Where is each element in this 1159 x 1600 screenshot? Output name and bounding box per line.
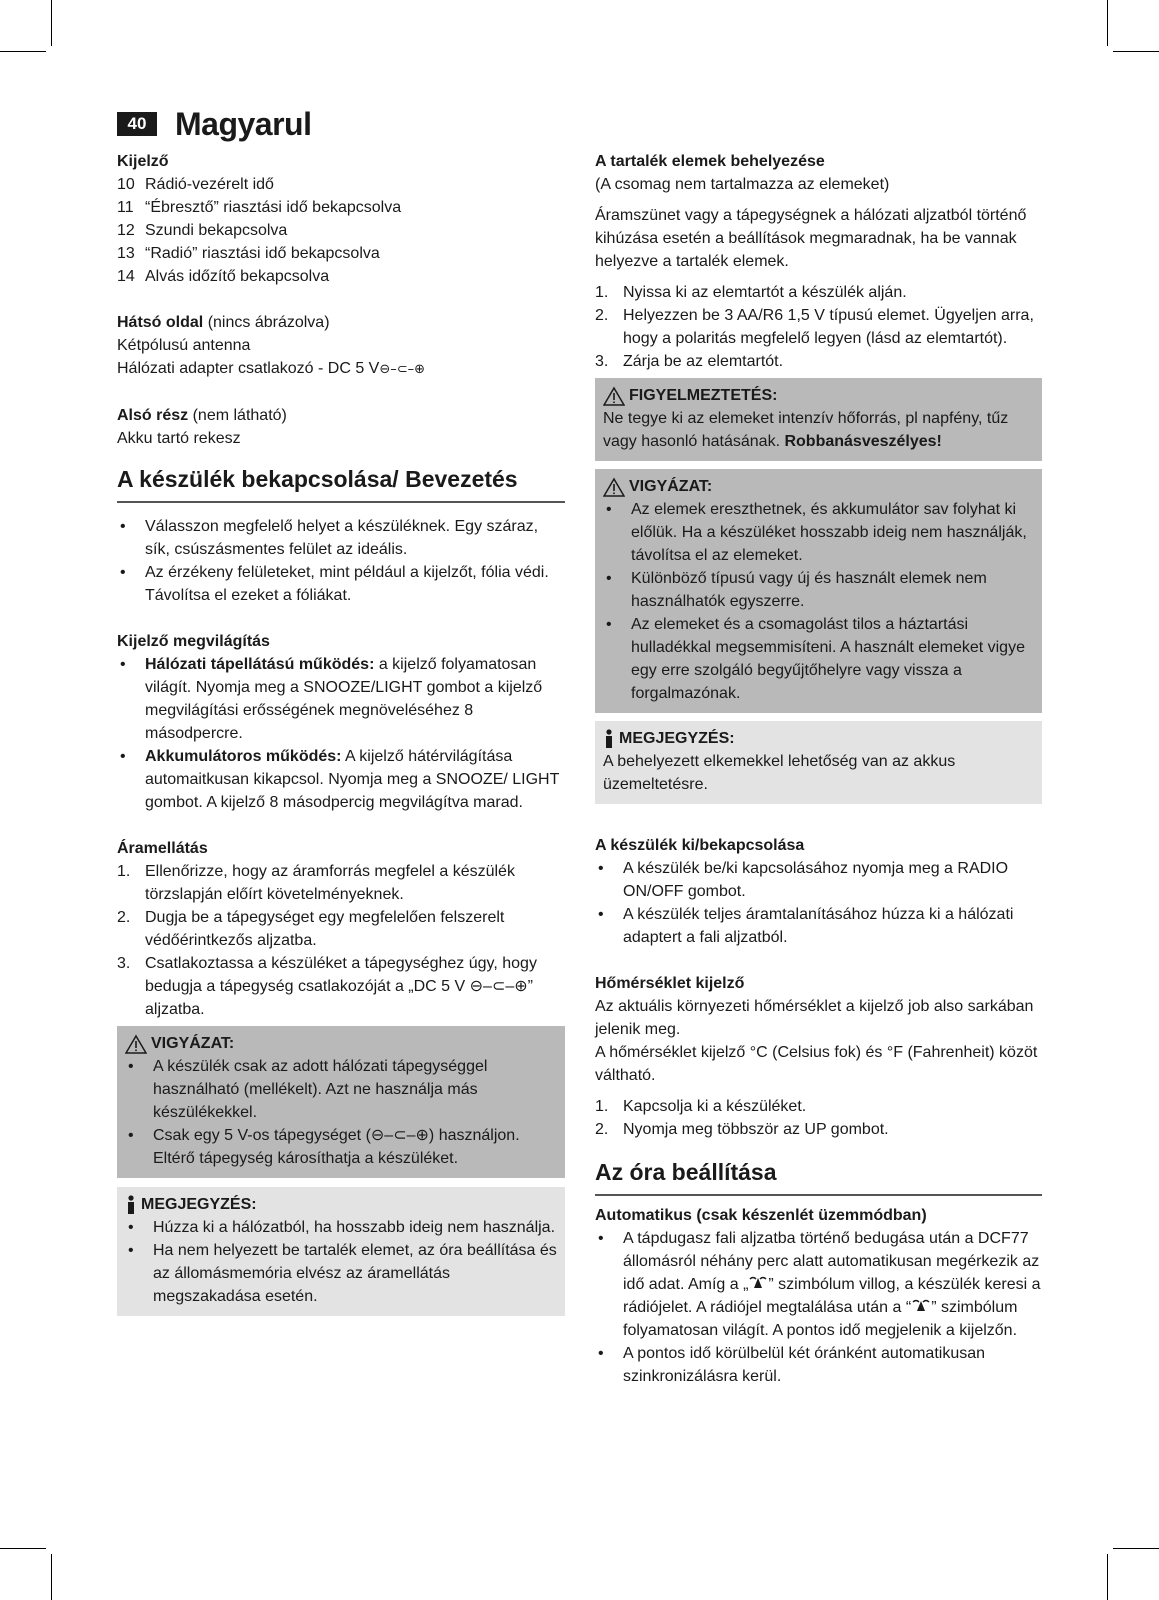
temp-line1: Az aktuális környezeti hőmérséklet a kijelző job also sarkában jelenik meg. bbox=[595, 998, 1034, 1038]
backup-intro: Áramszünet vagy a tápegységnek a hálózati aljzatból történő kihúzása esetén a beállítások megmaradnak, ha be vannak helyezve a tartalék elemek. bbox=[595, 207, 1027, 270]
caution-title: VIGYÁZAT: bbox=[629, 478, 713, 495]
warning-title: FIGYELMEZTETÉS: bbox=[629, 387, 778, 404]
bottom-battery: Akku tartó rekesz bbox=[117, 430, 241, 447]
list-item: • Húzza ki a hálózatból, ha hosszabb ideig nem használja. bbox=[125, 1216, 557, 1239]
display-list bbox=[117, 173, 565, 288]
warning-bold: Robbanásveszélyes! bbox=[784, 433, 942, 450]
list-item: 1. Ellenőrizze, hogy az áramforrás megfelel a készülék törzslapján előírt követelményeknek. bbox=[117, 863, 515, 903]
crop-mark bbox=[0, 51, 46, 52]
crop-mark bbox=[51, 0, 52, 46]
note-text: A behelyezett elkemekkel lehetőség van az akkus üzemeltetésre. bbox=[603, 753, 956, 793]
list-item: • Az érzékeny felületeket, mint például a kijelzőt, fólia védi. Távolítsa el ezeket a fóliákat. bbox=[117, 561, 565, 607]
list-item: 3. Zárja be az elemtartót. bbox=[595, 353, 784, 370]
radio-signal-icon bbox=[748, 1275, 768, 1289]
caution-title: VIGYÁZAT: bbox=[151, 1035, 235, 1052]
info-icon bbox=[603, 729, 615, 749]
list-item: 1. Nyissa ki az elemtartót a készülék alján. bbox=[595, 284, 907, 301]
warning-text: Ne tegye ki az elemeket intenzív hőforrás, pl napfény, tűz vagy hasonló hatásának. bbox=[603, 410, 1009, 450]
crop-mark bbox=[51, 1554, 52, 1600]
crop-mark bbox=[1107, 0, 1108, 46]
crop-mark bbox=[1107, 1554, 1108, 1600]
clock-subheading: Automatikus (csak készenlét üzemmódban) bbox=[595, 1207, 927, 1224]
polarity-symbol: ⊖–⊂–⊕ bbox=[379, 362, 426, 377]
page-number: 40 bbox=[117, 112, 157, 136]
backup-heading: A tartalék elemek behelyezése bbox=[595, 153, 825, 170]
list-item: • Az elemeket és a csomagolást tilos a háztartási hulladékkal megsemmisíteni. A használt elemeket vigye egy erre szolgáló begyűjtőhelyre vagy vissza a forgalmazónak. bbox=[603, 613, 1034, 705]
list-item: • Hálózati tápellátású működés: a kijelző folyamatosan világít. Nyomja meg a SNOOZE/LIGHT gombot a kijelző megvilágítási erősségének megnöveléséhez 8 másodpercre. bbox=[117, 653, 565, 745]
page-title: Magyarul bbox=[175, 105, 312, 142]
warning-triangle-icon bbox=[603, 477, 625, 497]
warning-box bbox=[595, 378, 1042, 461]
onoff-list bbox=[595, 857, 1042, 949]
list-item: 2. Nyomja meg többször az UP gombot. bbox=[595, 1121, 889, 1138]
note-box bbox=[117, 1187, 565, 1316]
info-icon bbox=[125, 1195, 137, 1215]
back-heading: Hátsó oldal (nincs ábrázolva) bbox=[117, 314, 330, 331]
crop-mark bbox=[1113, 51, 1159, 52]
note-title: MEGJEGYZÉS: bbox=[141, 1196, 257, 1213]
list-item: • A tápdugasz fali aljzatba történő bedugása után a DCF77 állomásról néhány perc alatt automatikusan megérkezik az idő adat. Amíg a „ ” szimbólum villog, a készülék keresi a rádiójelet. A rádiójel megtalálása után a “ ” szimbólum folyamatosan világít. A pontos idő megjelenik a kijelzőn. bbox=[595, 1227, 1042, 1342]
list-item: 2. Helyezzen be 3 AA/R6 1,5 V típusú elemet. Ügyeljen arra, hogy a polaritás megfelelő legyen (lásd az elemtartót). bbox=[595, 307, 1034, 347]
caution-box bbox=[117, 1026, 565, 1178]
startup-list bbox=[117, 515, 565, 607]
back-adapter: Hálózati adapter csatlakozó - DC 5 V⊖–⊂–⊕ bbox=[117, 360, 426, 377]
bottom-heading: Alsó rész (nem látható) bbox=[117, 407, 287, 424]
backlight-heading: Kijelző megvilágítás bbox=[117, 633, 270, 650]
temp-heading: Hőmérséklet kijelző bbox=[595, 975, 745, 992]
backup-subnote: (A csomag nem tartalmazza az elemeket) bbox=[595, 176, 890, 193]
list-item: • Ha nem helyezett be tartalék elemet, az óra beállítása és az állomásmemória elvész az áramellátás megszakadása esetén. bbox=[125, 1239, 557, 1308]
list-item: • Különböző típusú vagy új és használt elemek nem használhatók egyszerre. bbox=[603, 567, 1034, 613]
list-item: 2. Dugja be a tápegységet egy megfelelően felszerelt védőérintkezős aljzatba. bbox=[117, 909, 505, 949]
back-antenna: Kétpólusú antenna bbox=[117, 337, 251, 354]
list-item: 1. Kapcsolja ki a készüléket. bbox=[595, 1098, 807, 1115]
page-header bbox=[117, 104, 311, 144]
onoff-heading: A készülék ki/bekapcsolása bbox=[595, 837, 805, 854]
list-item: • A készülék csak az adott hálózati tápegységgel használható (mellékelt). Azt ne használja más készülékekkel. bbox=[125, 1055, 557, 1124]
temp-line2: A hőmérséklet kijelző °C (Celsius fok) és °F (Fahrenheit) közöt váltható. bbox=[595, 1044, 1038, 1084]
backup-steps bbox=[595, 281, 1042, 373]
list-item: 12 Szundi bekapcsolva bbox=[117, 222, 288, 239]
right-column bbox=[595, 150, 1042, 1388]
list-item: • A pontos idő körülbelül két óránként automatikusan szinkronizálásra kerül. bbox=[595, 1342, 1042, 1388]
crop-mark bbox=[0, 1548, 46, 1549]
warning-triangle-icon bbox=[603, 386, 625, 406]
startup-heading: A készülék bekapcsolása/ Bevezetés bbox=[117, 464, 565, 503]
list-item: • Csak egy 5 V-os tápegységet (⊖–⊂–⊕) használjon. Eltérő tápegység károsíthatja a készüléket. bbox=[125, 1124, 557, 1170]
clock-list bbox=[595, 1227, 1042, 1388]
crop-mark bbox=[1113, 1548, 1159, 1549]
clock-heading: Az óra beállítása bbox=[595, 1157, 1042, 1196]
caution-box bbox=[595, 469, 1042, 713]
note-title: MEGJEGYZÉS: bbox=[619, 730, 735, 747]
list-item: • Az elemek ereszthetnek, és akkumulátor sav folyhat ki előlük. Ha a készüléket hosszabb ideig nem használják, távolítsa el az elemeket. bbox=[603, 498, 1034, 567]
list-item: • A készülék be/ki kapcsolásához nyomja meg a RADIO ON/OFF gombot. bbox=[595, 857, 1042, 903]
left-column bbox=[117, 150, 565, 1316]
list-item: 11 “Ébresztő” riasztási idő bekapcsolva bbox=[117, 199, 402, 216]
power-steps bbox=[117, 860, 565, 1021]
backlight-list bbox=[117, 653, 565, 814]
display-heading: Kijelző bbox=[117, 153, 169, 170]
note-box bbox=[595, 721, 1042, 804]
list-item: 14 Alvás időzítő bekapcsolva bbox=[117, 268, 330, 285]
warning-triangle-icon bbox=[125, 1034, 147, 1054]
list-item: • Akkumulátoros működés: A kijelző hátérvilágítása automaitkusan kikapcsol. Nyomja meg a SNOOZE/ LIGHT gombot. A kijelző 8 másodpercig megvilágítva marad. bbox=[117, 745, 565, 814]
list-item: 13 “Radió” riasztási idő bekapcsolva bbox=[117, 245, 380, 262]
power-heading: Áramellátás bbox=[117, 840, 208, 857]
list-item: 10 Rádió-vezérelt idő bbox=[117, 176, 274, 193]
list-item: 3. Csatlakoztassa a készüléket a tápegységhez úgy, hogy bedugja a tápegység csatlakozóját a „DC 5 V ⊖–⊂–⊕” aljzatba. bbox=[117, 955, 537, 1018]
list-item: • A készülék teljes áramtalanításához húzza ki a hálózati adaptert a fali aljzatból. bbox=[595, 903, 1042, 949]
radio-signal-icon bbox=[911, 1298, 931, 1312]
temp-steps bbox=[595, 1095, 1042, 1141]
list-item: • Válasszon megfelelő helyet a készüléknek. Egy száraz, sík, csúszásmentes felület az ideális. bbox=[117, 515, 565, 561]
